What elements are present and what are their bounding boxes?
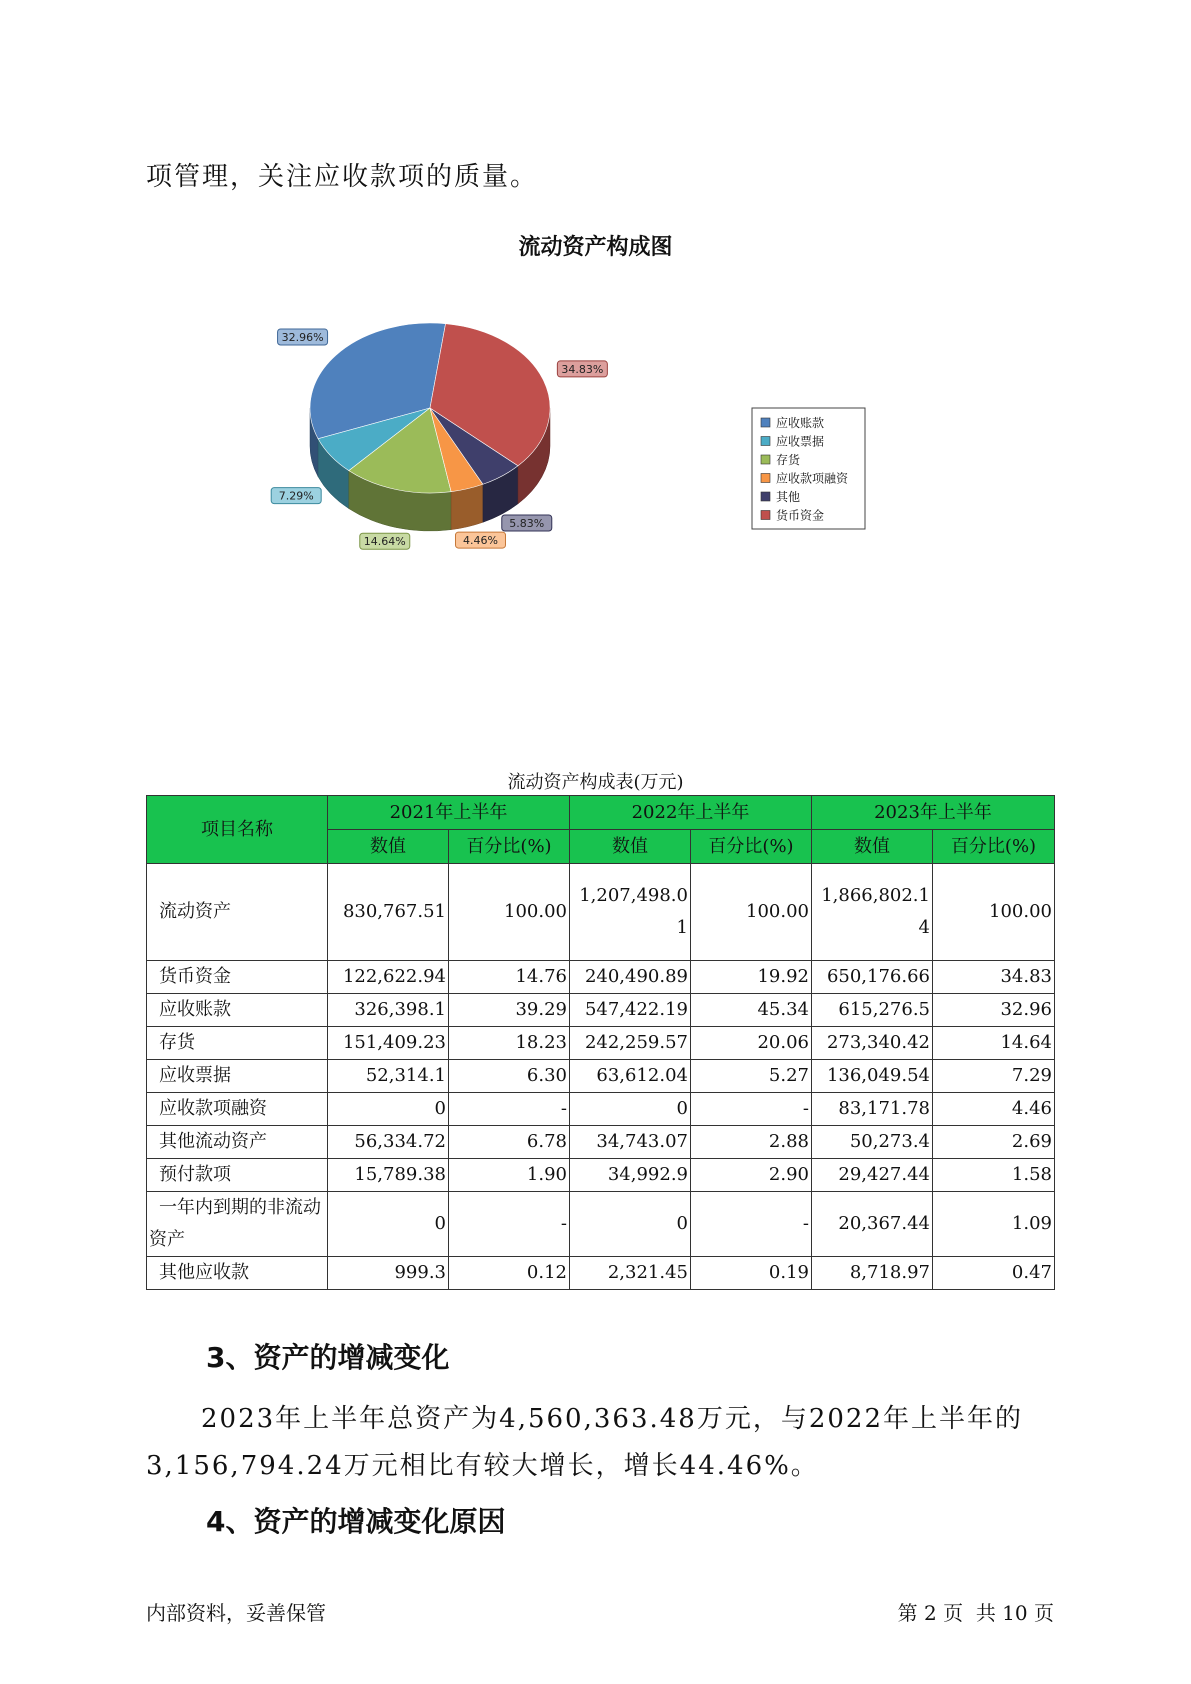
value-2023: 650,176.66	[812, 961, 933, 994]
pct-2021: 1.90	[449, 1159, 570, 1192]
pct-2023: 1.09	[933, 1192, 1055, 1257]
value-2021: 830,767.51	[328, 864, 449, 961]
row-name: 流动资产	[147, 864, 328, 961]
row-name: 预付款项	[147, 1159, 328, 1192]
row-name: 其他流动资产	[147, 1126, 328, 1159]
pct-2021: 18.23	[449, 1027, 570, 1060]
value-2023: 136,049.54	[812, 1060, 933, 1093]
svg-text:其他: 其他	[776, 490, 801, 504]
svg-text:存货: 存货	[776, 453, 801, 467]
pct-2023: 1.58	[933, 1159, 1055, 1192]
value-2022: 34,992.9	[570, 1159, 691, 1192]
intro-text: 项管理，关注应收款项的质量。	[146, 162, 539, 192]
pie-label-0	[278, 329, 328, 345]
pct-2023: 100.00	[933, 864, 1055, 961]
row-name: 货币资金	[147, 961, 328, 994]
table-caption: 流动资产构成表(万元)	[507, 772, 684, 793]
value-2023: 20,367.44	[812, 1192, 933, 1257]
svg-text:5.83%: 5.83%	[509, 517, 545, 531]
value-2021: 0	[328, 1192, 449, 1257]
value-2022: 1,207,498.01	[579, 885, 688, 938]
value-2023: 1,866,802.14	[821, 885, 930, 938]
header-value-2021: 数值	[328, 830, 449, 864]
header-period-2022: 2022年上半年	[570, 796, 812, 830]
pie-label-3	[455, 532, 505, 548]
pct-2022: 19.92	[691, 961, 812, 994]
pct-2023: 4.46	[933, 1093, 1055, 1126]
section3-line2: 3,156,794.24万元相比有较大增长，增长44.46%。	[146, 1451, 819, 1481]
table-row	[147, 1126, 1055, 1159]
value-2021: 326,398.1	[328, 994, 449, 1027]
pct-2023: 14.64	[933, 1027, 1055, 1060]
value-2021: 56,334.72	[328, 1126, 449, 1159]
header-period-2023: 2023年上半年	[812, 796, 1055, 830]
svg-text:应收票据: 应收票据	[776, 434, 825, 449]
header-item-name: 项目名称	[147, 796, 328, 864]
value-2021: 15,789.38	[328, 1159, 449, 1192]
header-pct-2023: 百分比(%)	[933, 830, 1055, 864]
value-2022-cell	[570, 864, 691, 961]
header-pct-2021: 百分比(%)	[449, 830, 570, 864]
svg-text:14.64%: 14.64%	[363, 535, 406, 549]
value-2021: 0	[328, 1093, 449, 1126]
pct-2021: 6.78	[449, 1126, 570, 1159]
value-2022: 2,321.45	[570, 1257, 691, 1290]
pct-2021: 14.76	[449, 961, 570, 994]
header-period-2021: 2021年上半年	[328, 796, 570, 830]
pct-2022: 5.27	[691, 1060, 812, 1093]
row-name: 应收票据	[147, 1060, 328, 1093]
pct-2022: 2.88	[691, 1126, 812, 1159]
table-row	[147, 1159, 1055, 1192]
value-2021: 122,622.94	[328, 961, 449, 994]
pct-2023: 32.96	[933, 994, 1055, 1027]
pct-2021: -	[449, 1093, 570, 1126]
pct-2022: 45.34	[691, 994, 812, 1027]
pct-2022: 0.19	[691, 1257, 812, 1290]
pct-2021: 6.30	[449, 1060, 570, 1093]
table-row	[147, 1257, 1055, 1290]
value-2021: 999.3	[328, 1257, 449, 1290]
row-name: 存货	[147, 1027, 328, 1060]
table-row	[147, 1027, 1055, 1060]
pct-2022: 20.06	[691, 1027, 812, 1060]
section4-heading: 4、资产的增减变化原因	[206, 1505, 506, 1538]
pie-chart	[0, 270, 1191, 570]
svg-text:应收款项融资: 应收款项融资	[776, 471, 849, 486]
pct-2021: 39.29	[449, 994, 570, 1027]
pie-label-2	[360, 533, 410, 549]
row-name: 应收账款	[147, 994, 328, 1027]
value-2022: 0	[570, 1093, 691, 1126]
pct-2021: -	[449, 1192, 570, 1257]
value-2023-cell	[812, 864, 933, 961]
pie-label-4	[502, 515, 552, 531]
value-2023: 8,718.97	[812, 1257, 933, 1290]
svg-text:34.83%: 34.83%	[561, 362, 604, 376]
pct-2021: 0.12	[449, 1257, 570, 1290]
value-2022: 34,743.07	[570, 1126, 691, 1159]
header-value-2023: 数值	[812, 830, 933, 864]
value-2022: 242,259.57	[570, 1027, 691, 1060]
svg-text:货币资金: 货币资金	[776, 508, 825, 523]
row-name: 其他应收款	[147, 1257, 328, 1290]
row-name: 应收款项融资	[147, 1093, 328, 1126]
table-row	[147, 1093, 1055, 1126]
table-row	[147, 1060, 1055, 1093]
section3-line1: 2023年上半年总资产为4,560,363.48万元，与2022年上半年的	[201, 1404, 1024, 1434]
value-2023: 29,427.44	[812, 1159, 933, 1192]
table-row	[147, 1192, 1055, 1257]
table-row	[147, 994, 1055, 1027]
pie-legend	[752, 408, 865, 529]
pct-2023: 0.47	[933, 1257, 1055, 1290]
svg-text:32.96%: 32.96%	[281, 330, 324, 344]
section3-heading: 3、资产的增减变化	[206, 1341, 450, 1374]
pct-2023: 7.29	[933, 1060, 1055, 1093]
pie-top	[310, 323, 550, 493]
pct-2022: -	[691, 1093, 812, 1126]
pie-label-1	[271, 488, 321, 504]
header-value-2022: 数值	[570, 830, 691, 864]
svg-text:7.29%: 7.29%	[278, 489, 314, 503]
svg-text:4.46%: 4.46%	[463, 534, 498, 548]
value-2023: 273,340.42	[812, 1027, 933, 1060]
value-2023: 50,273.4	[812, 1126, 933, 1159]
footer-left: 内部资料，妥善保管	[146, 1601, 326, 1625]
pie-label-5	[557, 361, 607, 377]
chart-title: 流动资产构成图	[518, 235, 673, 260]
table-row	[147, 864, 1055, 961]
pct-2022: -	[691, 1192, 812, 1257]
pct-2022: 2.90	[691, 1159, 812, 1192]
pct-2021: 100.00	[449, 864, 570, 961]
header-pct-2022: 百分比(%)	[691, 830, 812, 864]
pct-2023: 2.69	[933, 1126, 1055, 1159]
value-2021: 151,409.23	[328, 1027, 449, 1060]
footer-page-number: 第 2 页 共 10 页	[897, 1601, 1054, 1625]
value-2022: 63,612.04	[570, 1060, 691, 1093]
current-assets-table	[146, 795, 1055, 1290]
value-2023: 83,171.78	[812, 1093, 933, 1126]
value-2022: 547,422.19	[570, 994, 691, 1027]
table-row	[147, 961, 1055, 994]
chart-legend	[752, 408, 865, 529]
value-2022: 0	[570, 1192, 691, 1257]
row-name: 一年内到期的非流动资产	[149, 1197, 321, 1250]
pct-2022: 100.00	[691, 864, 812, 961]
pct-2023: 34.83	[933, 961, 1055, 994]
value-2021: 52,314.1	[328, 1060, 449, 1093]
value-2023: 615,276.5	[812, 994, 933, 1027]
value-2022: 240,490.89	[570, 961, 691, 994]
row-name-cell	[147, 1192, 328, 1257]
svg-text:应收账款: 应收账款	[776, 416, 825, 430]
